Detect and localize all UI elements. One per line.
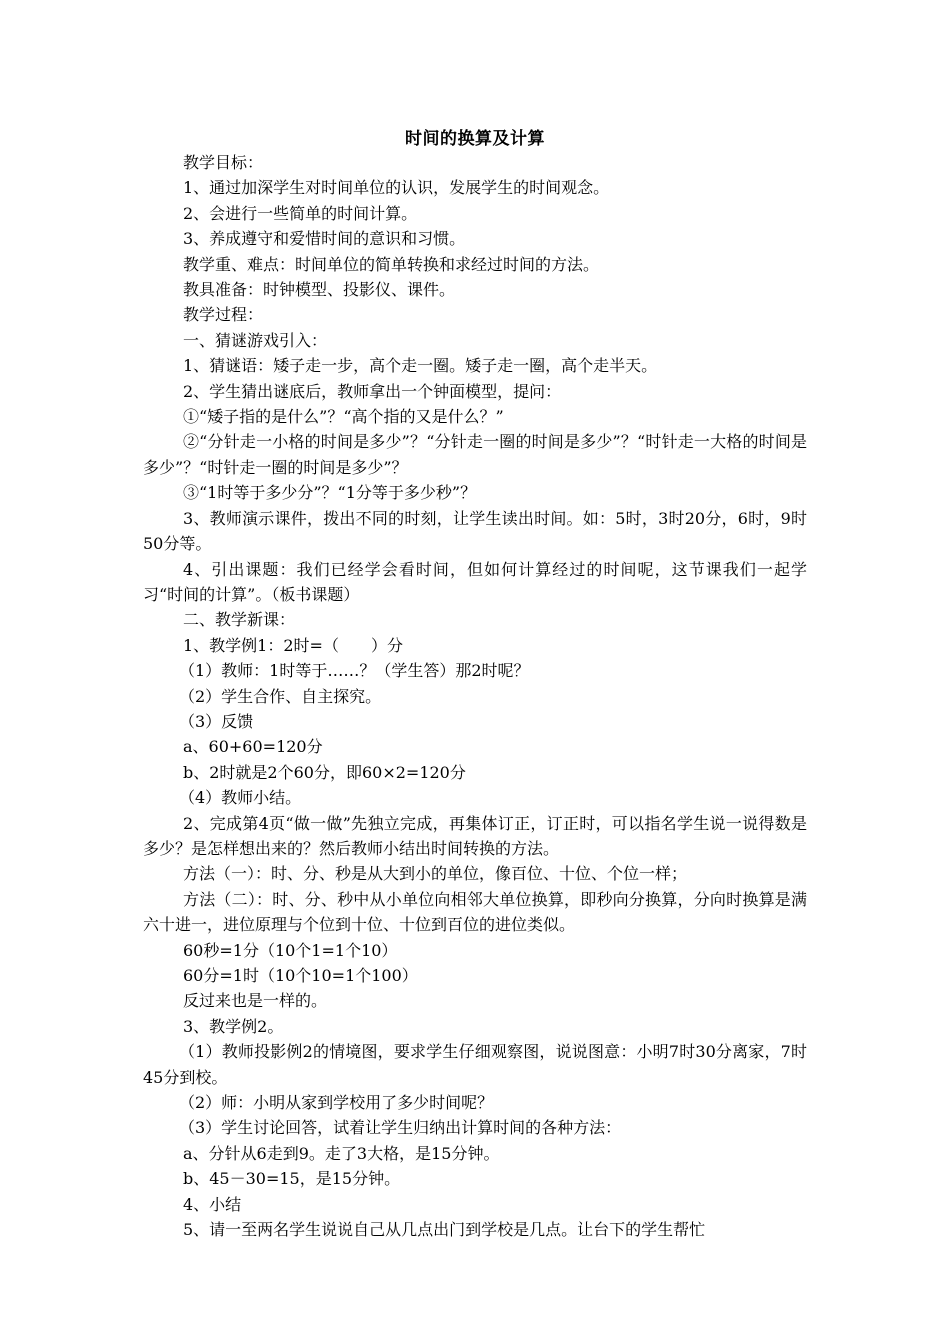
paragraph: b、45－30=15，是15分钟。 xyxy=(183,1169,401,1189)
paragraph: 方法（一）：时、分、秒是从大到小的单位，像百位、十位、个位一样； xyxy=(183,864,688,884)
paragraph: 1、通过加深学生对时间单位的认识，发展学生的时间观念。 xyxy=(183,178,610,198)
document-body xyxy=(143,150,807,1242)
paragraph: 4、引出课题：我们已经学会看时间，但如何计算经过的时间呢，这节课我们一起学习“时间的计算”。（板书课题） xyxy=(143,559,807,604)
paragraph: 2、完成第4页“做一做”先独立完成，再集体订正，订正时，可以指名学生说一说得数是多少？是怎样想出来的？然后教师小结出时间转换的方法。 xyxy=(143,813,807,858)
paragraph: 3、教师演示课件，拨出不同的时刻，让学生读出时间。如：5时，3时20分，6时，9时50分等。 xyxy=(143,508,807,554)
paragraph: 2、会进行一些简单的时间计算。 xyxy=(183,203,418,223)
paragraph: （4）教师小结。 xyxy=(179,788,302,808)
paragraph: 教具准备：时钟模型、投影仪、课件。 xyxy=(183,280,456,300)
paragraph: 60分=1时（10个10=1个100） xyxy=(183,966,418,985)
paragraph: b、2时就是2个60分，即60×2=120分 xyxy=(183,762,466,782)
paragraph: 教学过程： xyxy=(183,305,264,325)
paragraph: 4、小结 xyxy=(183,1194,242,1214)
paragraph: 反过来也是一样的。 xyxy=(183,991,328,1011)
paragraph: （2）师：小明从家到学校用了多少时间呢？ xyxy=(179,1093,494,1113)
paragraph: 2、学生猜出谜底后，教师拿出一个钟面模型，提问： xyxy=(183,381,562,401)
paragraph: a、分针从6走到9。走了3大格，是15分钟。 xyxy=(183,1143,500,1163)
paragraph: 1、猜谜语：矮子走一步，高个走一圈。矮子走一圈，高个走半天。 xyxy=(183,356,658,376)
paragraph: ①“矮子指的是什么”？“高个指的又是什么？” xyxy=(183,407,504,427)
paragraph: 3、教学例2。 xyxy=(183,1016,284,1036)
paragraph: （1）教师投影例2的情境图，要求学生仔细观察图，说说图意：小明7时30分离家，7时45分到校。 xyxy=(143,1042,807,1087)
paragraph: 60秒=1分（10个1=1个10） xyxy=(183,940,398,960)
paragraph: （3）学生讨论回答，试着让学生归纳出计算时间的各种方法： xyxy=(179,1118,622,1138)
paragraph: 二、教学新课： xyxy=(183,610,296,630)
paragraph: ③“1时等于多少分”？“1分等于多少秒”？ xyxy=(183,483,477,503)
paragraph: 5、请一至两名学生说说自己从几点出门到学校是几点。让台下的学生帮忙 xyxy=(183,1220,706,1240)
paragraph: 教学目标： xyxy=(183,153,264,172)
paragraph: 1、教学例1：2时=（ ）分 xyxy=(183,635,403,655)
paragraph: 3、养成遵守和爱惜时间的意识和习惯。 xyxy=(183,229,466,249)
paragraph: （2）学生合作、自主探究。 xyxy=(179,686,382,706)
document-title: 时间的换算及计算 xyxy=(405,129,545,149)
paragraph: 教学重、难点：时间单位的简单转换和求经过时间的方法。 xyxy=(183,254,600,274)
paragraph: ②“分针走一小格的时间是多少”？“分针走一圈的时间是多少”？“时针走一大格的时间是多少”？“时针走一圈的时间是多少”？ xyxy=(143,432,807,477)
paragraph: a、60+60=120分 xyxy=(183,737,323,757)
paragraph: （3）反馈 xyxy=(179,711,254,731)
paragraph: （1）教师：1时等于……？（学生答）那2时呢？ xyxy=(179,661,530,681)
paragraph: 方法（二）：时、分、秒中从小单位向相邻大单位换算，即秒向分换算，分向时换算是满六十进一，进位原理与个位到十位、十位到百位的进位类似。 xyxy=(143,889,807,935)
paragraph: 一、猜谜游戏引入： xyxy=(183,330,328,350)
